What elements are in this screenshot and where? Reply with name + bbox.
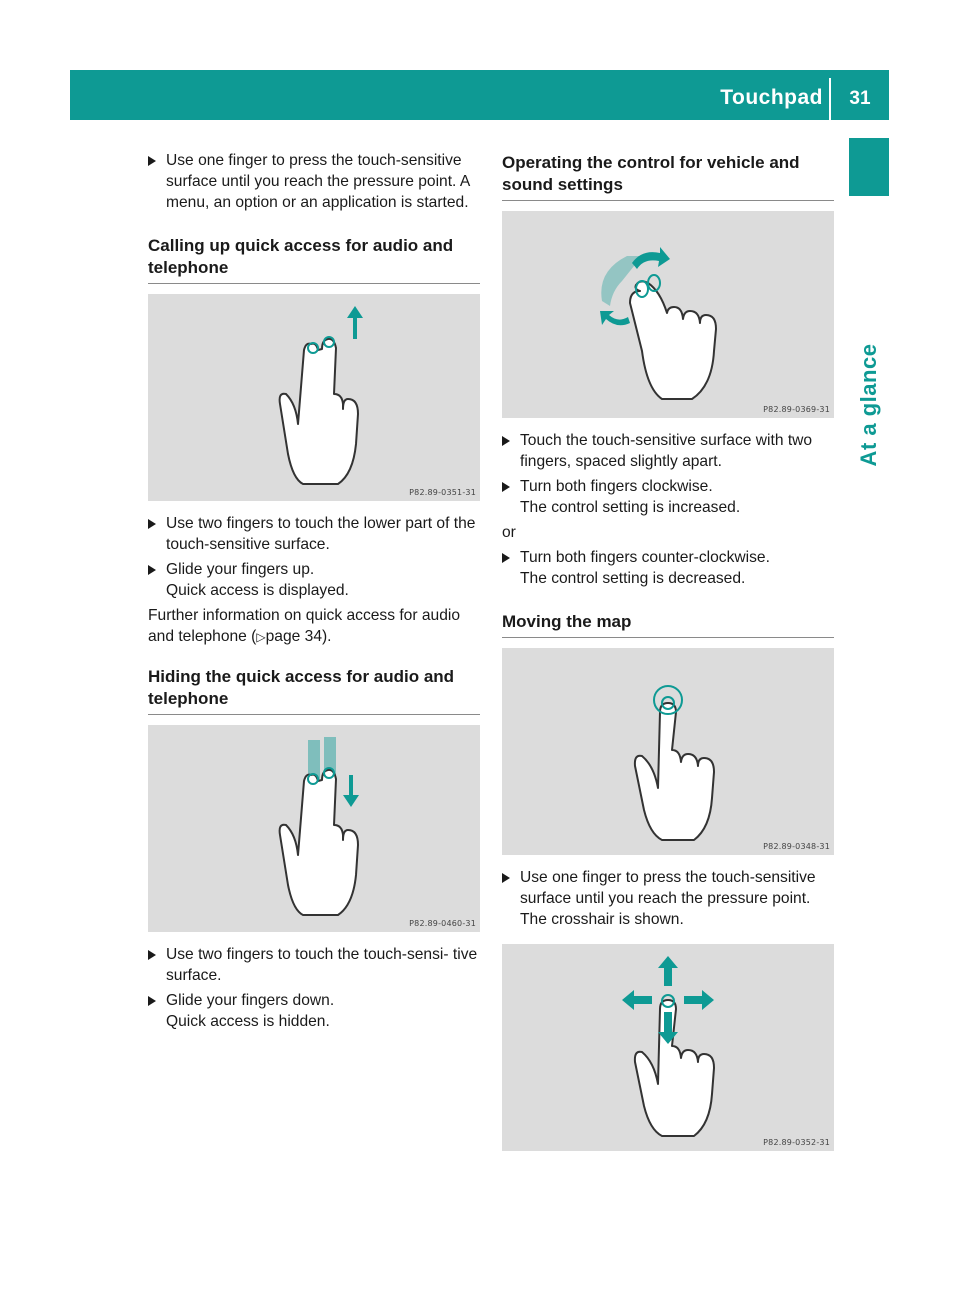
step-arrow-icon bbox=[148, 565, 156, 575]
step-result: Quick access is hidden. bbox=[166, 1013, 330, 1030]
section-heading: Hiding the quick access for audio and telephone bbox=[148, 666, 480, 715]
chapter-label bbox=[852, 330, 886, 480]
section-heading: Moving the map bbox=[502, 611, 834, 638]
step-item bbox=[148, 150, 480, 213]
one-finger-press-illustration bbox=[502, 648, 834, 855]
step-item bbox=[148, 990, 480, 1032]
step-result: Quick access is displayed. bbox=[166, 582, 349, 599]
step-text: Use two fingers to touch the touch-sensi- tive surface. bbox=[166, 946, 478, 984]
step-arrow-icon bbox=[502, 553, 510, 563]
step-arrow-icon bbox=[148, 156, 156, 166]
step-result: The crosshair is shown. bbox=[520, 911, 684, 928]
step-arrow-icon bbox=[148, 996, 156, 1006]
figure-code: P82.89-0348-31 bbox=[763, 842, 830, 851]
right-column bbox=[502, 150, 834, 1163]
step-arrow-icon bbox=[502, 482, 510, 492]
step-item bbox=[502, 547, 834, 589]
two-finger-swipe-down-illustration bbox=[148, 725, 480, 932]
step-arrow-icon bbox=[148, 519, 156, 529]
crosshair-move-illustration bbox=[502, 944, 834, 1151]
step-text: Use two fingers to touch the lower part of the touch-sensitive surface. bbox=[166, 515, 476, 553]
left-column bbox=[148, 150, 480, 1036]
step-item bbox=[148, 944, 480, 986]
rotate-gesture-illustration bbox=[502, 211, 834, 418]
step-text: Glide your fingers up. bbox=[166, 561, 315, 578]
step-result: The control setting is decreased. bbox=[520, 570, 746, 587]
step-item bbox=[502, 476, 834, 518]
chapter-tab bbox=[849, 138, 889, 196]
page-number: 31 bbox=[849, 88, 871, 109]
step-text: Turn both fingers clockwise. bbox=[520, 478, 713, 495]
step-text: Use one finger to press the touch-sensitive surface until you reach the pressure point. A menu, an option or an application is started. bbox=[166, 152, 470, 211]
note-text: Further information on quick access for audio and telephone ( bbox=[148, 607, 461, 645]
figure-code: P82.89-0352-31 bbox=[763, 1138, 830, 1147]
figure-code: P82.89-0369-31 bbox=[763, 405, 830, 414]
two-finger-swipe-up-illustration bbox=[148, 294, 480, 501]
page-ref-icon: ▷ bbox=[256, 630, 266, 644]
cross-reference-note bbox=[148, 605, 480, 648]
step-item bbox=[148, 559, 480, 601]
step-arrow-icon bbox=[148, 950, 156, 960]
section-heading: Operating the control for vehicle and sound settings bbox=[502, 152, 834, 201]
step-item bbox=[502, 867, 834, 930]
step-arrow-icon bbox=[502, 436, 510, 446]
step-text: Turn both fingers counter-clockwise. bbox=[520, 549, 770, 566]
or-text: or bbox=[502, 524, 516, 541]
step-text: Use one finger to press the touch-sensitive surface until you reach the pressure point. bbox=[520, 869, 816, 907]
step-arrow-icon bbox=[502, 873, 510, 883]
step-text: Touch the touch-sensitive surface with two fingers, spaced slightly apart. bbox=[520, 432, 813, 470]
step-item bbox=[502, 430, 834, 472]
step-result: The control setting is increased. bbox=[520, 499, 741, 516]
header-bar bbox=[70, 70, 889, 120]
step-text: Glide your fingers down. bbox=[166, 992, 335, 1009]
figure-code: P82.89-0351-31 bbox=[409, 488, 476, 497]
chapter-label-text: At a glance bbox=[856, 343, 881, 467]
section-title: Touchpad bbox=[720, 86, 823, 109]
section-heading: Calling up quick access for audio and telephone bbox=[148, 235, 480, 284]
figure-code: P82.89-0460-31 bbox=[409, 919, 476, 928]
note-link: page 34). bbox=[265, 628, 332, 645]
step-item bbox=[148, 513, 480, 555]
